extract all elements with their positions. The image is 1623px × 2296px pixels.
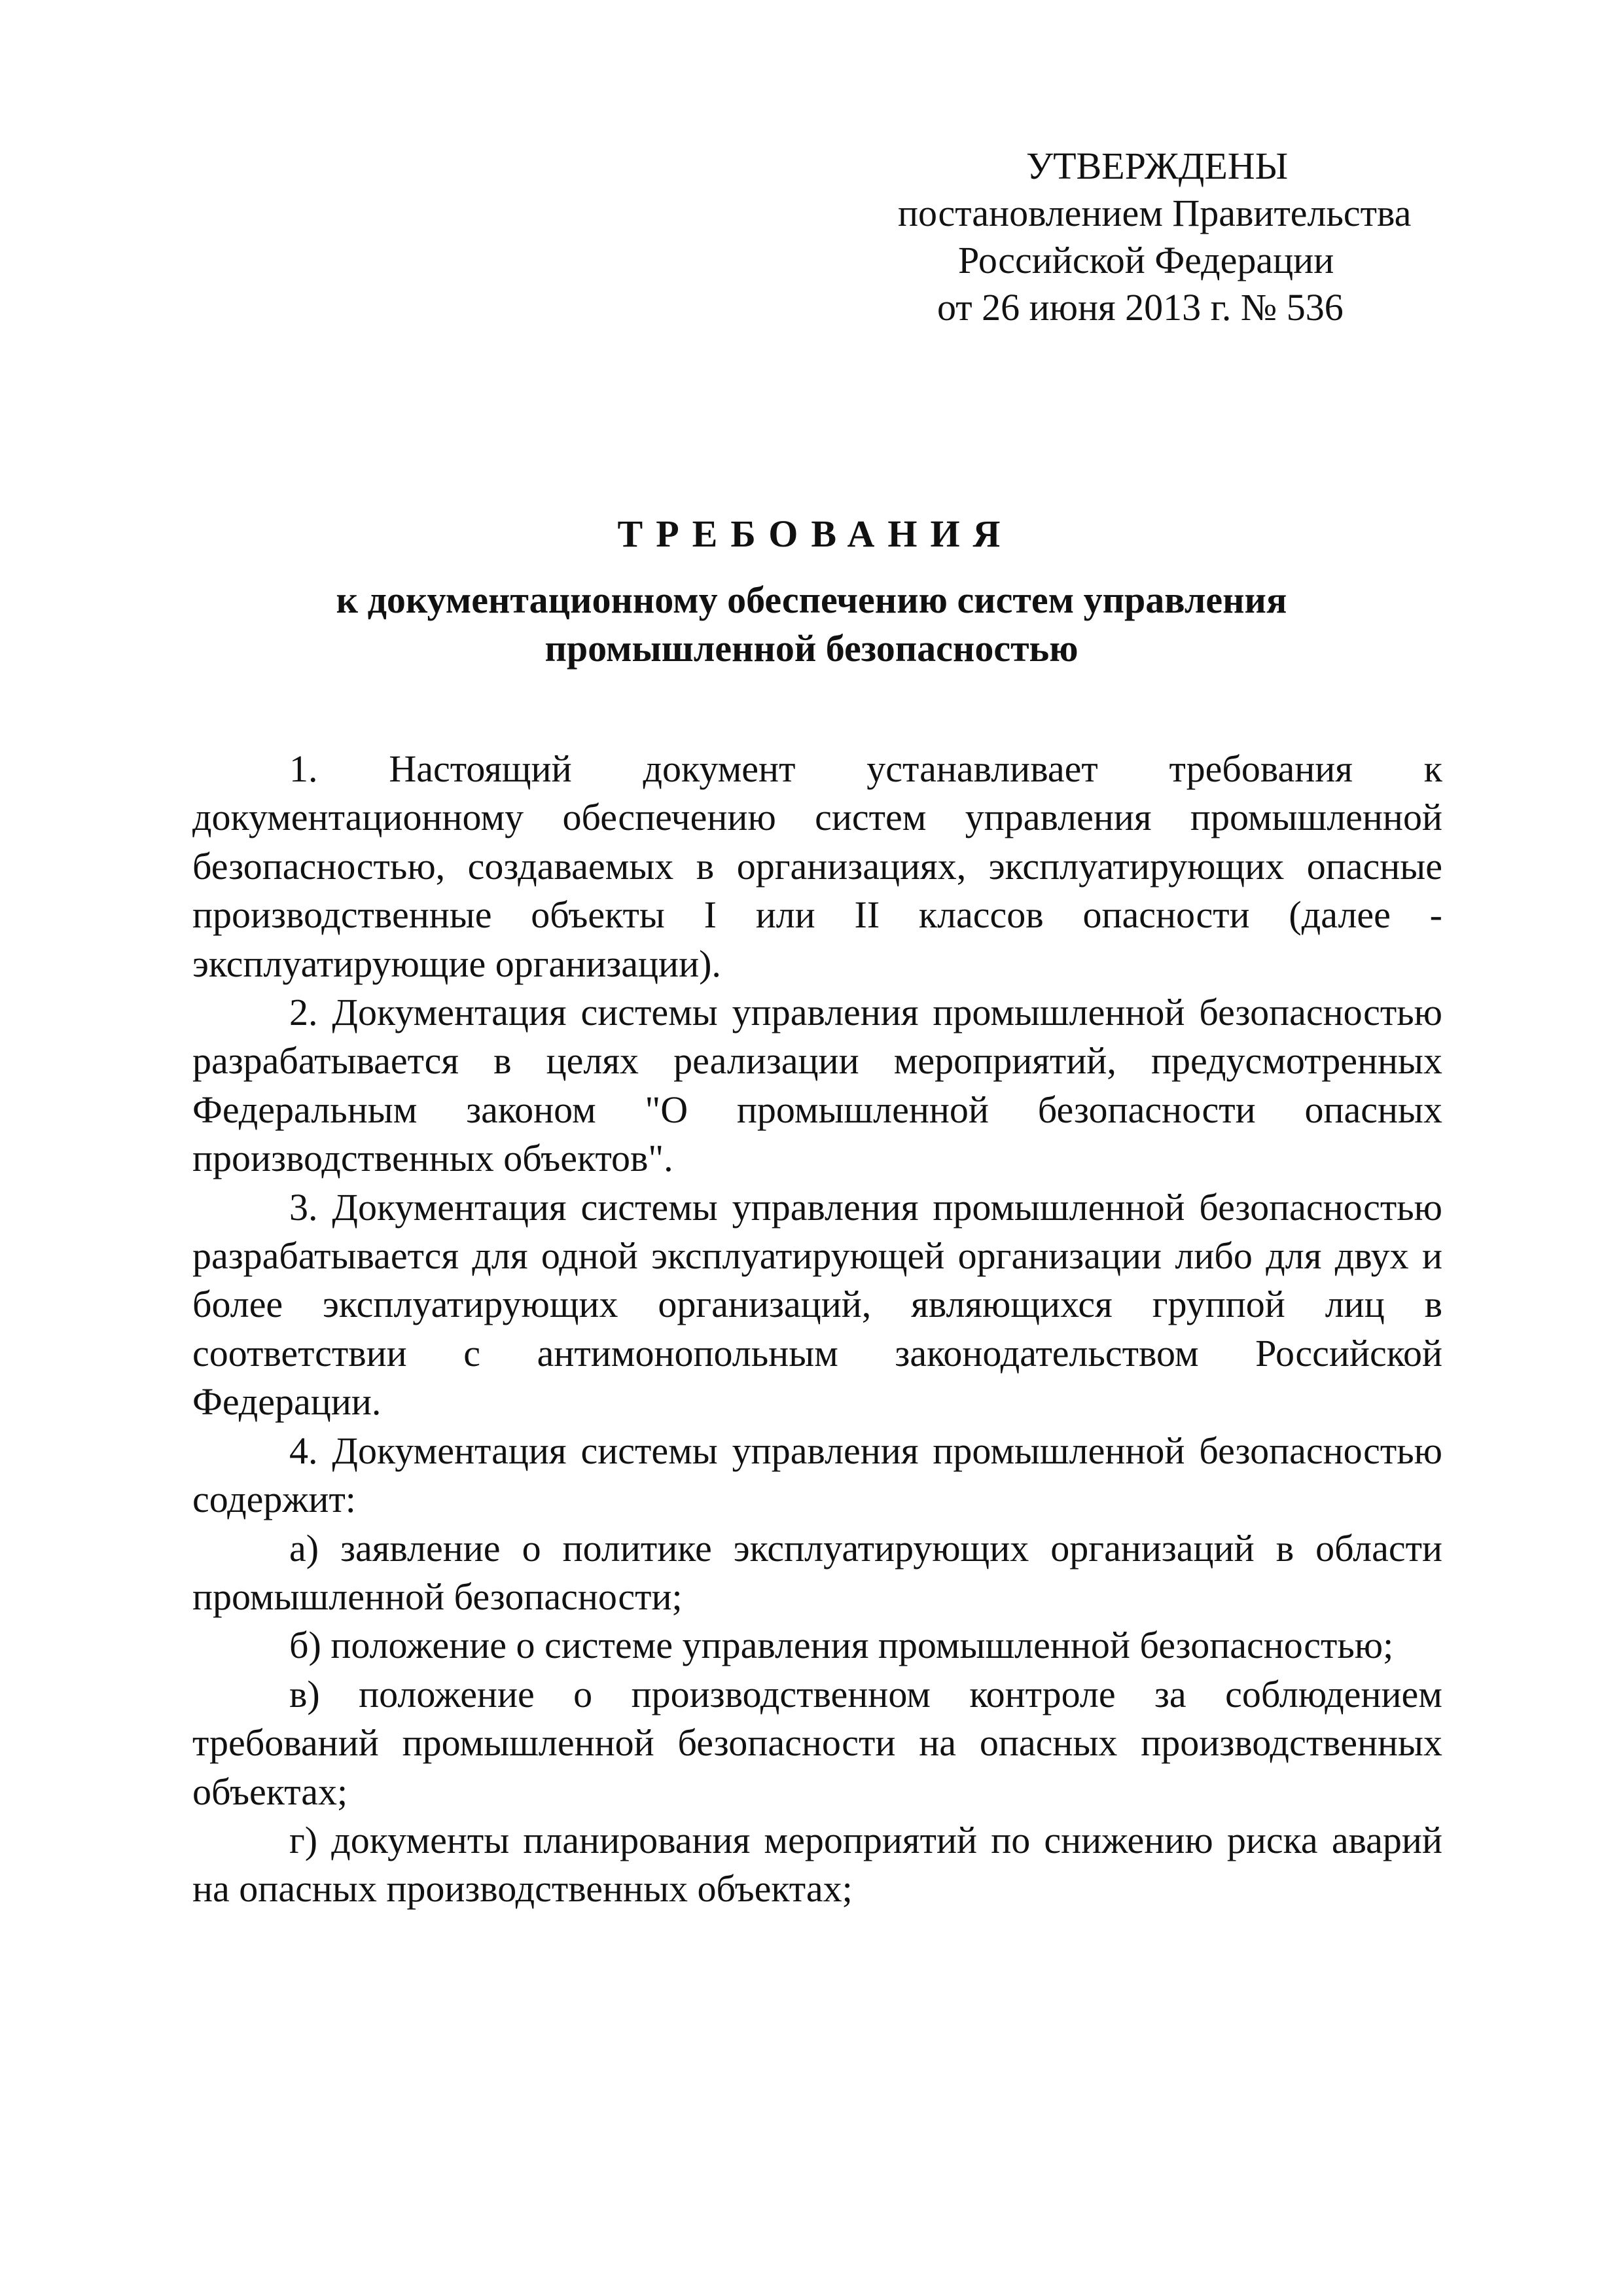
paragraph-2: 2. Документация системы управления промышленной безопасностью разрабатывается в целях реализации мероприятий, предусмотренных Федеральным законом "О промышленной безопасности опасных производственных объектов". <box>192 991 1442 1180</box>
approval-heading: УТВЕРЖДЕНЫ <box>1026 145 1289 187</box>
approval-government: Российской Федерации <box>958 239 1334 281</box>
document-body <box>192 745 1442 1914</box>
subtitle-line-2: промышленной безопасностью <box>544 627 1079 670</box>
approval-date-number: от 26 июня 2013 г. № 536 <box>937 286 1344 329</box>
approval-resolution: постановлением Правительства <box>898 192 1412 234</box>
paragraph-1: 1. Настоящий документ устанавливает требования к документационному обеспечению систем управления промышленной безопасностью, создаваемых в организациях, эксплуатирующих опасные производственные объекты I или II классов опасности (далее - эксплуатирующие организации). <box>192 747 1442 985</box>
approval-block <box>864 143 1453 331</box>
paragraph-4: 4. Документация системы управления промышленной безопасностью содержит: <box>192 1429 1442 1521</box>
paragraph-3: 3. Документация системы управления промышленной безопасностью разрабатывается для одной эксплуатирующей организации либо для двух и более эксплуатирующих организаций, являющихся группой лиц в соответствии с антимонопольным законодательством Российской Федерации. <box>192 1185 1442 1424</box>
list-item-g: г) документы планирования мероприятий по снижению риска аварий на опасных производственных объектах; <box>192 1818 1442 1910</box>
list-item-v: в) положение о производственном контроле за соблюдением требований промышленной безопасности на опасных производственных объектах; <box>192 1672 1442 1813</box>
list-item-b: б) положение о системе управления промышленной безопасностью; <box>289 1624 1394 1667</box>
document-subtitle <box>0 576 1623 673</box>
subtitle-line-1: к документационному обеспечению систем управления <box>336 579 1287 621</box>
list-item-a: а) заявление о политике эксплуатирующих организаций в области промышленной безопасности; <box>192 1526 1442 1618</box>
document-title: ТРЕБОВАНИЯ <box>617 512 1014 555</box>
